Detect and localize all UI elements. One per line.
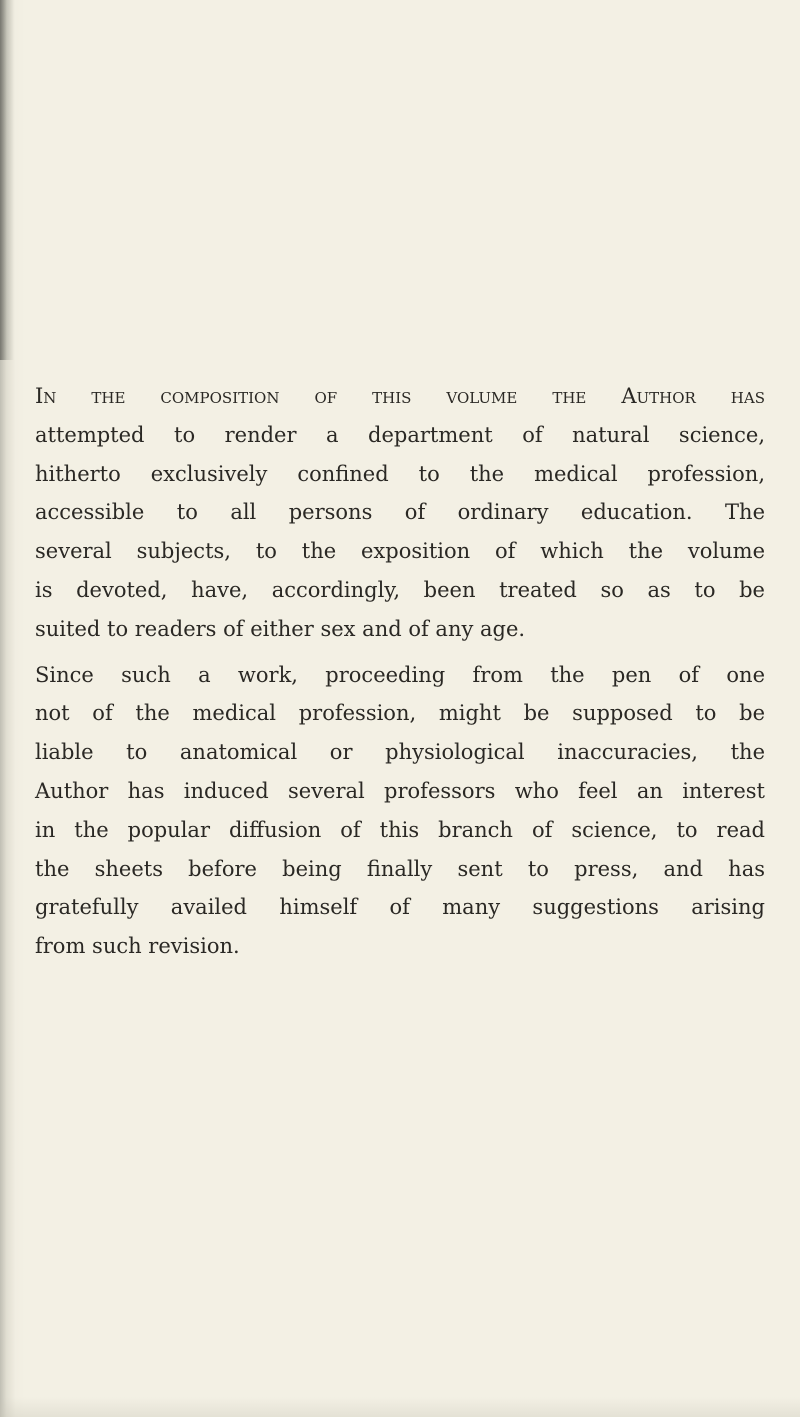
paragraph-1 xyxy=(35,377,765,649)
text-line: hitherto exclusively confined to the medical profession, xyxy=(35,461,765,486)
text-line: In the composition of this volume the Author has xyxy=(35,384,765,408)
text-line: several subjects, to the exposition of which the volume xyxy=(35,539,765,564)
text-line: accessible to all persons of ordinary education. The xyxy=(35,500,765,525)
text-line: not of the medical profession, might be supposed to be xyxy=(35,701,765,726)
text-line: gratefully availed himself of many suggestions arising xyxy=(35,895,765,920)
text-line: Since such a work, proceeding from the pen of one xyxy=(35,662,765,687)
text-line: attempted to render a department of natural science, xyxy=(35,422,765,447)
text-line: suited to readers of either sex and of any age. xyxy=(35,616,526,641)
text-line: Author has induced several professors who feel an interest xyxy=(35,778,765,803)
page-bottom-shadow xyxy=(0,1397,800,1417)
paragraph-2 xyxy=(35,656,765,966)
binding-edge xyxy=(0,0,14,360)
text-line: from such revision. xyxy=(35,934,240,959)
preface-text xyxy=(35,377,765,966)
text-line: in the popular diffusion of this branch of science, to read xyxy=(35,817,765,842)
text-line: the sheets before being finally sent to press, and has xyxy=(35,856,765,881)
text-line: is devoted, have, accordingly, been treated so as to be xyxy=(35,577,765,602)
text-line: liable to anatomical or physiological inaccuracies, the xyxy=(35,740,765,765)
